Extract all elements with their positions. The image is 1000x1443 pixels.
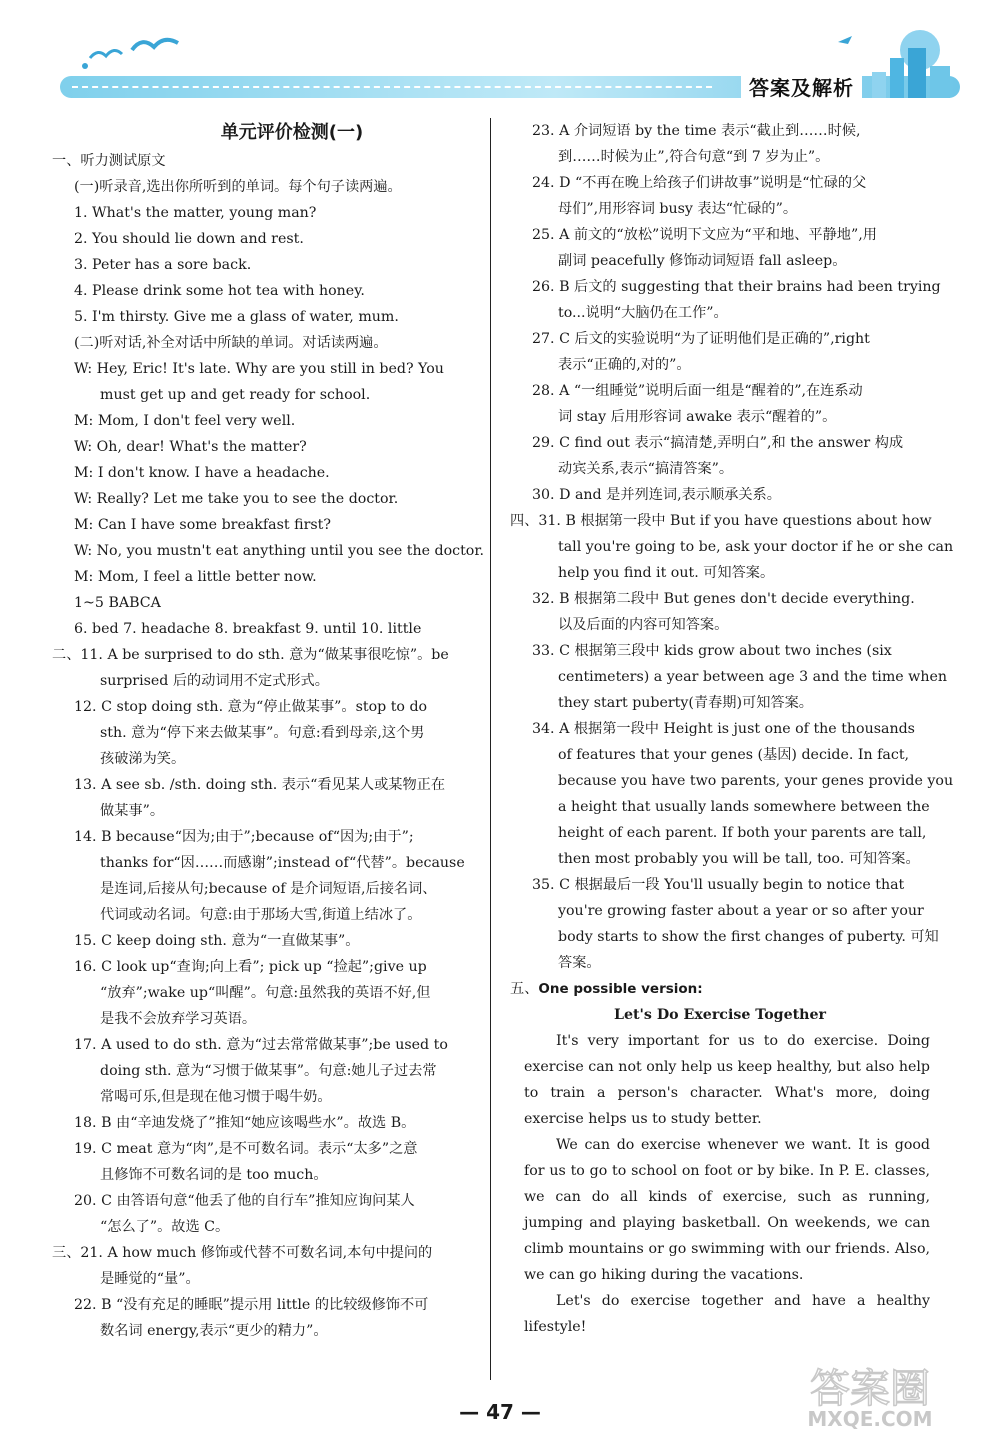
answer-line: 以及后面的内容可知答案。 [558,617,729,633]
answer-line: 13. A see sb. /sth. doing sth. 表示“看见某人或某物正在 [74,777,446,793]
answer-line: 30. D and 是并列连词,表示顺承关系。 [532,487,781,503]
answer-line: 6. bed 7. headache 8. breakfast 9. until 10. little [74,621,422,637]
answer-line: (一)听录音,选出你所听到的单词。每个句子读两遍。 [74,179,402,195]
answer-line: W: No, you mustn't eat anything until you see the doctor. [74,543,485,559]
answer-line: M: I don't know. I have a headache. [74,465,330,481]
essay-paragraph: We can do exercise whenever we want. It is good for us to go to school on foot or by bike. In P. E. classes, we can do all kinds of exercise, such as running, jumping and playing basketball. On weekends, we can climb mountains or go swimming with our friends. Also, we can go hiking during the vacations. [524,1137,930,1283]
answer-line: 1. What's the matter, young man? [74,205,317,221]
answer-line: thanks for“因……而感谢”;instead of“代替”。because [100,855,465,871]
answer-line: 2. You should lie down and rest. [74,231,304,247]
answer-line: 20. C 由答语句意“他丢了他的自行车”推知应询问某人 [74,1193,415,1209]
answer-line: 二、11. A be surprised to do sth. 意为“做某事很吃惊”。be [52,647,449,663]
section-title: 单元评价检测(一) [220,122,364,143]
answer-line: because you have two parents, your genes provide you [558,773,954,789]
answer-line: M: Mom, I feel a little better now. [74,569,317,585]
answer-line: 到……时候为止”,符合句意“到 7 岁为止”。 [558,149,830,165]
essay-paragraph: It's very important for us to do exercise. Doing exercise can not only help us keep healthy, but also help to train a person's character. What's more, doing exercise helps us to study better. [524,1033,930,1127]
answer-line: 词 stay 后用形容词 awake 表示“醒着的”。 [558,409,837,425]
essay-label-prefix: 五、 [510,981,539,997]
column-divider [490,118,491,1380]
answer-line: to...说明“大脑仍在工作”。 [558,305,728,321]
essay-title: Let's Do Exercise Together [614,1007,826,1023]
answer-line: 数名词 energy,表示“更少的精力”。 [100,1323,328,1339]
answer-line: 三、21. A how much 修饰或代替不可数名词,本句中提问的 [52,1245,433,1261]
answer-line: 一、听力测试原文 [52,153,166,169]
answer-line: 26. B 后文的 suggesting that their brains had been trying [532,279,941,295]
header-title: 答案及解析 [741,72,862,101]
answer-line: 4. Please drink some hot tea with honey. [74,283,365,299]
answer-line: 是我不会放弃学习英语。 [100,1011,257,1027]
answer-line: 是睡觉的“量”。 [100,1271,200,1287]
answer-line: then most probably you will be tall, too. 可知答案。 [558,851,920,867]
answer-line: sth. 意为“停下来去做某事”。句意:看到母亲,这个男 [100,725,425,741]
answer-line: W: Oh, dear! What's the matter? [74,439,307,455]
answer-line: 23. A 介词短语 by the time 表示“截止到……时候, [532,123,861,139]
answer-line: height of each parent. If both your parents are tall, [558,825,927,841]
answer-line: 表示“正确的,对的”。 [558,357,691,373]
birds-icon [80,28,200,73]
watermark-site: MXQE.COM [807,1407,933,1431]
page-number: — 47 — [459,1400,541,1424]
answer-line: 25. A 前文的“放松”说明下文应为“平和地、平静地”,用 [532,227,877,243]
left-column [52,118,486,1344]
answer-line: “怎么了”。故选 C。 [100,1219,230,1235]
answer-line: surprised 后的动词用不定式形式。 [100,673,329,689]
essay-label-text: One possible version: [538,981,703,997]
answer-line: 28. A “一组睡觉”说明后面一组是“醒着的”,在连系动 [532,383,863,399]
answer-line: 3. Peter has a sore back. [74,257,252,273]
answer-line: 33. C 根据第三段中 kids grow about two inches (six [532,643,892,659]
answer-line: 14. B because“因为;由于”;because of“因为;由于”; [74,829,414,845]
answer-line: 17. A used to do sth. 意为“过去常常做某事”;be used to [74,1037,448,1053]
watermark-text: 答案圈 [810,1366,930,1412]
answer-line: 18. B 由“辛迪发烧了”推知“她应该喝些水”。故选 B。 [74,1115,416,1131]
answer-line: 代词或动名词。句意:由于那场大雪,街道上结冰了。 [100,907,422,923]
page-header [40,28,960,108]
answer-line: 孩破涕为笑。 [100,751,186,767]
answer-line: M: Mom, I don't feel very well. [74,413,296,429]
answer-line: 做某事”。 [100,803,165,819]
answer-line: a height that usually lands somewhere between the [558,799,930,815]
answer-line: 四、31. B 根据第一段中 But if you have questions about how [510,513,932,529]
answer-line: 35. C 根据最后一段 You'll usually begin to notice that [532,877,905,893]
answer-line: 5. I'm thirsty. Give me a glass of water, mum. [74,309,399,325]
left-answer-list [52,148,486,1344]
answer-line: 32. B 根据第二段中 But genes don't decide everything. [532,591,915,607]
answer-line: 常喝可乐,但是现在他习惯于喝牛奶。 [100,1089,332,1105]
answer-line: 34. A 根据第一段中 Height is just one of the thousands [532,721,915,737]
answer-line: body starts to show the first changes of puberty. 可知 [558,929,939,945]
answer-line: tall you're going to be, ask your doctor if he or she can [558,539,954,555]
answer-line: 且修饰不可数名词的是 too much。 [100,1167,328,1183]
answer-line: W: Really? Let me take you to see the doctor. [74,491,399,507]
answer-line: 12. C stop doing sth. 意为“停止做某事”。stop to do [74,699,428,715]
answer-line: M: Can I have some breakfast first? [74,517,331,533]
answer-line: 1~5 BABCA [74,595,161,611]
answer-line: 27. C 后文的实验说明“为了证明他们是正确的”,right [532,331,870,347]
answer-line: 副词 peacefully 修饰动词短语 fall asleep。 [558,253,847,269]
answer-line: they start puberty(青春期)可知答案。 [558,695,813,711]
answer-line: W: Hey, Eric! It's late. Why are you still in bed? You [74,361,444,377]
answer-line: centimeters) a year between age 3 and the time when [558,669,947,685]
right-column [510,118,954,1340]
answer-line: “放弃”;wake up“叫醒”。句意:虽然我的英语不好,但 [100,985,431,1001]
answer-line: 是连词,后接从句;because of 是介词短语,后接名词、 [100,881,437,897]
answer-line: 24. D “不再在晚上给孩子们讲故事”说明是“忙碌的父 [532,175,867,191]
essay-label [510,976,930,1002]
answer-line: you're growing faster about a year or so after your [558,903,924,919]
answer-line: 15. C keep doing sth. 意为“一直做某事”。 [74,933,360,949]
answer-line: (二)听对话,补全对话中所缺的单词。对话读两遍。 [74,335,388,351]
answer-line: 19. C meat 意为“肉”,是不可数名词。表示“太多”之意 [74,1141,418,1157]
answer-line: must get up and get ready for school. [100,387,371,403]
essay-paragraph: Let's do exercise together and have a healthy lifestyle! [524,1293,930,1335]
answer-line: 16. C look up“查询;向上看”; pick up “捡起”;give up [74,959,427,975]
answer-line: doing sth. 意为“习惯于做某事”。句意:她儿子过去常 [100,1063,437,1079]
answer-line: 22. B “没有充足的睡眠”提示用 little 的比较级修饰不可 [74,1297,429,1313]
answer-line: 动宾关系,表示“搞清答案”。 [558,461,734,477]
watermark-logo [760,1362,980,1432]
right-answer-list [510,118,954,976]
answer-line: of features that your genes (基因) decide. In fact, [558,747,910,763]
answer-line: 母们”,用形容词 busy 表达“忙碌的”。 [558,201,798,217]
answer-line: help you find it out. 可知答案。 [558,565,775,581]
answer-line: 答案。 [558,955,601,971]
answer-line: 29. C find out 表示“搞清楚,弄明白”,和 the answer 构成 [532,435,904,451]
header-dashed-line [72,86,712,88]
